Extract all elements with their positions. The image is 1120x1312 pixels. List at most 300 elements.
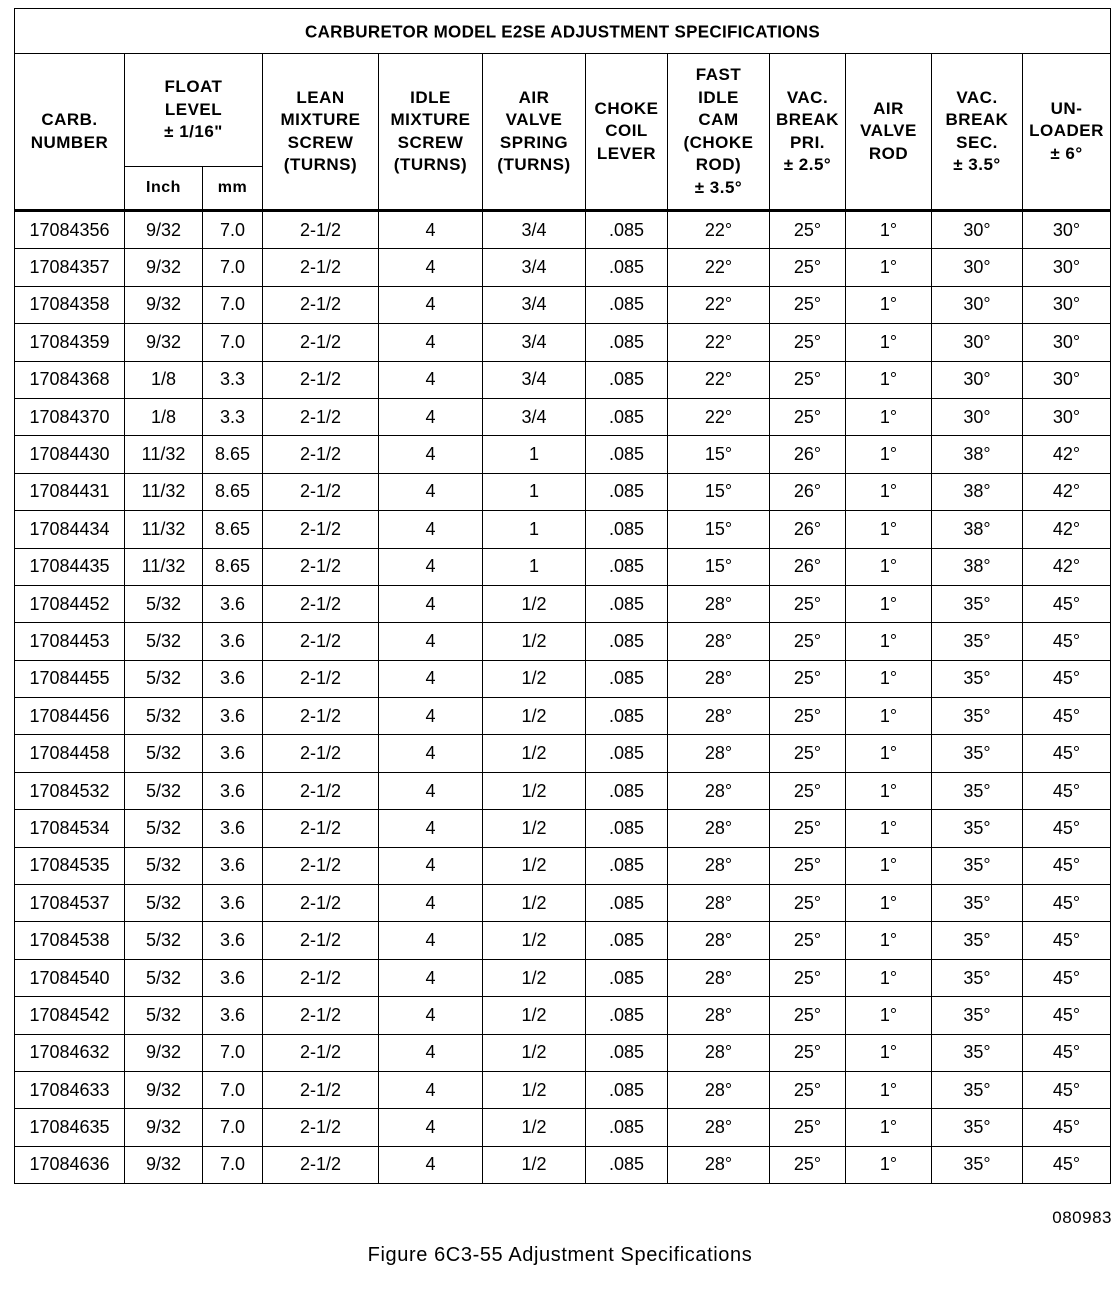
cell-unloader: 42° <box>1023 436 1111 473</box>
cell-vac-break-pri: 25° <box>770 1146 846 1183</box>
cell-choke-coil-lever: .085 <box>586 511 668 548</box>
header-carb-number: CARB. NUMBER <box>15 54 125 211</box>
cell-float-mm: 7.0 <box>203 1034 263 1071</box>
cell-idle-mixture: 4 <box>379 548 483 585</box>
cell-unloader: 42° <box>1023 511 1111 548</box>
cell-choke-coil-lever: .085 <box>586 885 668 922</box>
cell-vac-break-pri: 25° <box>770 847 846 884</box>
cell-air-valve-rod: 1° <box>846 623 932 660</box>
cell-carb-number: 17084435 <box>15 548 125 585</box>
cell-unloader: 45° <box>1023 922 1111 959</box>
cell-float-mm: 3.6 <box>203 959 263 996</box>
cell-carb-number: 17084538 <box>15 922 125 959</box>
cell-air-valve-rod: 1° <box>846 735 932 772</box>
cell-float-inch: 9/32 <box>125 211 203 249</box>
cell-carb-number: 17084359 <box>15 324 125 361</box>
cell-unloader: 30° <box>1023 324 1111 361</box>
cell-fast-idle-cam: 28° <box>668 847 770 884</box>
cell-idle-mixture: 4 <box>379 1071 483 1108</box>
cell-lean-mixture: 2-1/2 <box>263 735 379 772</box>
cell-vac-break-sec: 35° <box>932 959 1023 996</box>
table-row <box>15 735 1111 772</box>
cell-choke-coil-lever: .085 <box>586 249 668 286</box>
cell-air-valve-spring: 3/4 <box>483 324 586 361</box>
cell-lean-mixture: 2-1/2 <box>263 1071 379 1108</box>
cell-vac-break-pri: 25° <box>770 361 846 398</box>
cell-unloader: 42° <box>1023 548 1111 585</box>
cell-vac-break-sec: 35° <box>932 997 1023 1034</box>
cell-idle-mixture: 4 <box>379 922 483 959</box>
cell-air-valve-spring: 1 <box>483 548 586 585</box>
cell-idle-mixture: 4 <box>379 473 483 510</box>
table-row <box>15 473 1111 510</box>
cell-float-inch: 5/32 <box>125 660 203 697</box>
cell-unloader: 45° <box>1023 885 1111 922</box>
cell-idle-mixture: 4 <box>379 511 483 548</box>
cell-vac-break-pri: 25° <box>770 1034 846 1071</box>
cell-float-inch: 9/32 <box>125 1109 203 1146</box>
table-row <box>15 324 1111 361</box>
cell-air-valve-rod: 1° <box>846 324 932 361</box>
cell-fast-idle-cam: 28° <box>668 959 770 996</box>
cell-unloader: 30° <box>1023 286 1111 323</box>
cell-fast-idle-cam: 22° <box>668 324 770 361</box>
cell-lean-mixture: 2-1/2 <box>263 211 379 249</box>
cell-air-valve-spring: 1/2 <box>483 772 586 809</box>
cell-carb-number: 17084358 <box>15 286 125 323</box>
header-float-level: FLOAT LEVEL ± 1/16" <box>125 54 263 167</box>
cell-fast-idle-cam: 15° <box>668 436 770 473</box>
cell-vac-break-sec: 30° <box>932 249 1023 286</box>
header-fast-idle-cam: FAST IDLE CAM (CHOKE ROD) ± 3.5° <box>668 54 770 211</box>
cell-air-valve-spring: 1/2 <box>483 922 586 959</box>
table-row <box>15 1109 1111 1146</box>
cell-carb-number: 17084635 <box>15 1109 125 1146</box>
cell-lean-mixture: 2-1/2 <box>263 698 379 735</box>
cell-choke-coil-lever: .085 <box>586 959 668 996</box>
spec-table-body <box>15 211 1111 1184</box>
cell-float-inch: 5/32 <box>125 997 203 1034</box>
cell-vac-break-sec: 35° <box>932 885 1023 922</box>
cell-unloader: 45° <box>1023 959 1111 996</box>
cell-air-valve-rod: 1° <box>846 698 932 735</box>
cell-float-inch: 9/32 <box>125 249 203 286</box>
cell-air-valve-spring: 1/2 <box>483 1109 586 1146</box>
cell-fast-idle-cam: 28° <box>668 698 770 735</box>
table-row <box>15 1071 1111 1108</box>
cell-float-mm: 8.65 <box>203 511 263 548</box>
cell-lean-mixture: 2-1/2 <box>263 361 379 398</box>
cell-float-mm: 7.0 <box>203 1109 263 1146</box>
header-idle-mixture-screw: IDLE MIXTURE SCREW (TURNS) <box>379 54 483 211</box>
cell-idle-mixture: 4 <box>379 959 483 996</box>
cell-air-valve-rod: 1° <box>846 286 932 323</box>
cell-idle-mixture: 4 <box>379 660 483 697</box>
cell-vac-break-sec: 38° <box>932 473 1023 510</box>
cell-vac-break-pri: 25° <box>770 810 846 847</box>
cell-air-valve-spring: 1/2 <box>483 1071 586 1108</box>
cell-vac-break-sec: 35° <box>932 1034 1023 1071</box>
cell-carb-number: 17084453 <box>15 623 125 660</box>
cell-unloader: 45° <box>1023 585 1111 622</box>
cell-air-valve-rod: 1° <box>846 1034 932 1071</box>
cell-fast-idle-cam: 28° <box>668 623 770 660</box>
cell-air-valve-rod: 1° <box>846 473 932 510</box>
cell-air-valve-rod: 1° <box>846 211 932 249</box>
cell-float-mm: 8.65 <box>203 436 263 473</box>
cell-air-valve-rod: 1° <box>846 772 932 809</box>
cell-lean-mixture: 2-1/2 <box>263 1146 379 1183</box>
cell-vac-break-pri: 25° <box>770 959 846 996</box>
cell-lean-mixture: 2-1/2 <box>263 959 379 996</box>
header-choke-coil-lever: CHOKE COIL LEVER <box>586 54 668 211</box>
cell-idle-mixture: 4 <box>379 810 483 847</box>
cell-fast-idle-cam: 22° <box>668 286 770 323</box>
cell-float-inch: 11/32 <box>125 548 203 585</box>
table-row <box>15 436 1111 473</box>
cell-idle-mixture: 4 <box>379 436 483 473</box>
cell-float-inch: 5/32 <box>125 735 203 772</box>
cell-idle-mixture: 4 <box>379 398 483 435</box>
cell-lean-mixture: 2-1/2 <box>263 772 379 809</box>
cell-float-inch: 5/32 <box>125 698 203 735</box>
cell-float-inch: 11/32 <box>125 436 203 473</box>
cell-fast-idle-cam: 28° <box>668 1146 770 1183</box>
cell-vac-break-sec: 30° <box>932 286 1023 323</box>
cell-vac-break-sec: 30° <box>932 398 1023 435</box>
cell-choke-coil-lever: .085 <box>586 585 668 622</box>
cell-float-mm: 8.65 <box>203 548 263 585</box>
cell-unloader: 45° <box>1023 772 1111 809</box>
table-row <box>15 623 1111 660</box>
cell-air-valve-spring: 1/2 <box>483 810 586 847</box>
cell-air-valve-spring: 1 <box>483 511 586 548</box>
cell-fast-idle-cam: 28° <box>668 1071 770 1108</box>
cell-vac-break-pri: 25° <box>770 1071 846 1108</box>
cell-choke-coil-lever: .085 <box>586 436 668 473</box>
cell-air-valve-spring: 1/2 <box>483 959 586 996</box>
table-row <box>15 959 1111 996</box>
cell-fast-idle-cam: 28° <box>668 660 770 697</box>
cell-carb-number: 17084636 <box>15 1146 125 1183</box>
cell-float-mm: 3.6 <box>203 623 263 660</box>
cell-vac-break-sec: 35° <box>932 810 1023 847</box>
cell-lean-mixture: 2-1/2 <box>263 885 379 922</box>
cell-choke-coil-lever: .085 <box>586 772 668 809</box>
cell-choke-coil-lever: .085 <box>586 660 668 697</box>
cell-float-mm: 3.3 <box>203 398 263 435</box>
cell-lean-mixture: 2-1/2 <box>263 1109 379 1146</box>
cell-idle-mixture: 4 <box>379 623 483 660</box>
cell-choke-coil-lever: .085 <box>586 1146 668 1183</box>
cell-air-valve-rod: 1° <box>846 585 932 622</box>
cell-lean-mixture: 2-1/2 <box>263 286 379 323</box>
cell-air-valve-spring: 3/4 <box>483 398 586 435</box>
cell-vac-break-pri: 25° <box>770 398 846 435</box>
cell-float-inch: 11/32 <box>125 473 203 510</box>
cell-float-mm: 3.6 <box>203 698 263 735</box>
cell-air-valve-rod: 1° <box>846 1109 932 1146</box>
cell-float-inch: 5/32 <box>125 847 203 884</box>
table-row <box>15 772 1111 809</box>
table-row <box>15 286 1111 323</box>
table-row <box>15 511 1111 548</box>
cell-choke-coil-lever: .085 <box>586 473 668 510</box>
cell-float-inch: 5/32 <box>125 922 203 959</box>
cell-choke-coil-lever: .085 <box>586 1109 668 1146</box>
cell-float-mm: 7.0 <box>203 211 263 249</box>
cell-float-inch: 9/32 <box>125 286 203 323</box>
cell-fast-idle-cam: 15° <box>668 511 770 548</box>
cell-unloader: 45° <box>1023 1146 1111 1183</box>
cell-float-inch: 9/32 <box>125 324 203 361</box>
cell-vac-break-pri: 26° <box>770 511 846 548</box>
cell-idle-mixture: 4 <box>379 585 483 622</box>
cell-unloader: 30° <box>1023 249 1111 286</box>
cell-fast-idle-cam: 28° <box>668 1034 770 1071</box>
cell-float-mm: 7.0 <box>203 249 263 286</box>
cell-vac-break-sec: 35° <box>932 1109 1023 1146</box>
table-row <box>15 548 1111 585</box>
cell-idle-mixture: 4 <box>379 324 483 361</box>
cell-float-mm: 3.6 <box>203 922 263 959</box>
figure-caption: Figure 6C3-55 Adjustment Specifications <box>367 1244 753 1266</box>
cell-air-valve-rod: 1° <box>846 810 932 847</box>
cell-vac-break-sec: 35° <box>932 847 1023 884</box>
cell-air-valve-spring: 1 <box>483 436 586 473</box>
cell-air-valve-rod: 1° <box>846 511 932 548</box>
header-vac-break-pri: VAC. BREAK PRI. ± 2.5° <box>770 54 846 211</box>
cell-vac-break-sec: 35° <box>932 1146 1023 1183</box>
cell-vac-break-sec: 38° <box>932 548 1023 585</box>
cell-carb-number: 17084455 <box>15 660 125 697</box>
cell-fast-idle-cam: 22° <box>668 361 770 398</box>
cell-float-mm: 3.6 <box>203 997 263 1034</box>
cell-choke-coil-lever: .085 <box>586 810 668 847</box>
cell-float-inch: 5/32 <box>125 959 203 996</box>
cell-choke-coil-lever: .085 <box>586 623 668 660</box>
cell-choke-coil-lever: .085 <box>586 398 668 435</box>
cell-float-mm: 3.6 <box>203 847 263 884</box>
cell-vac-break-pri: 25° <box>770 623 846 660</box>
cell-float-inch: 9/32 <box>125 1034 203 1071</box>
cell-carb-number: 17084542 <box>15 997 125 1034</box>
cell-fast-idle-cam: 28° <box>668 885 770 922</box>
table-row <box>15 698 1111 735</box>
cell-vac-break-sec: 35° <box>932 698 1023 735</box>
cell-fast-idle-cam: 15° <box>668 473 770 510</box>
cell-choke-coil-lever: .085 <box>586 698 668 735</box>
table-row <box>15 585 1111 622</box>
figure-code: 080983 <box>1052 1208 1112 1227</box>
cell-air-valve-rod: 1° <box>846 885 932 922</box>
cell-idle-mixture: 4 <box>379 361 483 398</box>
cell-air-valve-spring: 1 <box>483 473 586 510</box>
table-row <box>15 660 1111 697</box>
cell-air-valve-rod: 1° <box>846 997 932 1034</box>
cell-lean-mixture: 2-1/2 <box>263 1034 379 1071</box>
cell-float-inch: 5/32 <box>125 585 203 622</box>
cell-float-inch: 11/32 <box>125 511 203 548</box>
cell-float-inch: 1/8 <box>125 361 203 398</box>
cell-air-valve-spring: 1/2 <box>483 1146 586 1183</box>
cell-unloader: 45° <box>1023 1109 1111 1146</box>
cell-air-valve-spring: 1/2 <box>483 585 586 622</box>
header-lean-mixture-screw: LEAN MIXTURE SCREW (TURNS) <box>263 54 379 211</box>
table-row <box>15 249 1111 286</box>
cell-air-valve-spring: 1/2 <box>483 1034 586 1071</box>
cell-carb-number: 17084534 <box>15 810 125 847</box>
cell-unloader: 45° <box>1023 660 1111 697</box>
cell-choke-coil-lever: .085 <box>586 1071 668 1108</box>
table-row <box>15 922 1111 959</box>
cell-vac-break-sec: 30° <box>932 361 1023 398</box>
cell-air-valve-rod: 1° <box>846 660 932 697</box>
spec-table-container <box>14 8 1110 1184</box>
cell-idle-mixture: 4 <box>379 885 483 922</box>
cell-air-valve-rod: 1° <box>846 548 932 585</box>
table-row <box>15 1034 1111 1071</box>
cell-unloader: 30° <box>1023 211 1111 249</box>
cell-fast-idle-cam: 28° <box>668 772 770 809</box>
cell-idle-mixture: 4 <box>379 1109 483 1146</box>
cell-lean-mixture: 2-1/2 <box>263 623 379 660</box>
cell-choke-coil-lever: .085 <box>586 922 668 959</box>
cell-air-valve-rod: 1° <box>846 847 932 884</box>
cell-float-mm: 7.0 <box>203 1071 263 1108</box>
header-float-mm: mm <box>203 167 263 211</box>
cell-carb-number: 17084537 <box>15 885 125 922</box>
cell-lean-mixture: 2-1/2 <box>263 847 379 884</box>
cell-air-valve-rod: 1° <box>846 436 932 473</box>
header-air-valve-spring: AIR VALVE SPRING (TURNS) <box>483 54 586 211</box>
cell-unloader: 45° <box>1023 698 1111 735</box>
cell-idle-mixture: 4 <box>379 735 483 772</box>
cell-air-valve-rod: 1° <box>846 398 932 435</box>
cell-unloader: 45° <box>1023 735 1111 772</box>
table-row <box>15 398 1111 435</box>
cell-vac-break-pri: 25° <box>770 211 846 249</box>
cell-vac-break-pri: 26° <box>770 473 846 510</box>
cell-vac-break-sec: 38° <box>932 511 1023 548</box>
cell-float-inch: 5/32 <box>125 810 203 847</box>
cell-choke-coil-lever: .085 <box>586 735 668 772</box>
cell-choke-coil-lever: .085 <box>586 324 668 361</box>
cell-lean-mixture: 2-1/2 <box>263 660 379 697</box>
cell-vac-break-pri: 25° <box>770 922 846 959</box>
cell-vac-break-pri: 25° <box>770 885 846 922</box>
cell-unloader: 45° <box>1023 997 1111 1034</box>
cell-air-valve-spring: 1/2 <box>483 623 586 660</box>
cell-carb-number: 17084370 <box>15 398 125 435</box>
cell-choke-coil-lever: .085 <box>586 211 668 249</box>
cell-choke-coil-lever: .085 <box>586 1034 668 1071</box>
cell-vac-break-sec: 35° <box>932 660 1023 697</box>
cell-vac-break-pri: 25° <box>770 698 846 735</box>
cell-air-valve-spring: 1/2 <box>483 698 586 735</box>
cell-unloader: 45° <box>1023 623 1111 660</box>
cell-fast-idle-cam: 28° <box>668 735 770 772</box>
table-row <box>15 885 1111 922</box>
cell-air-valve-spring: 3/4 <box>483 211 586 249</box>
cell-vac-break-pri: 26° <box>770 548 846 585</box>
cell-vac-break-pri: 25° <box>770 772 846 809</box>
cell-air-valve-spring: 3/4 <box>483 249 586 286</box>
cell-vac-break-sec: 35° <box>932 772 1023 809</box>
cell-carb-number: 17084356 <box>15 211 125 249</box>
cell-air-valve-spring: 1/2 <box>483 997 586 1034</box>
cell-idle-mixture: 4 <box>379 249 483 286</box>
cell-float-inch: 5/32 <box>125 623 203 660</box>
cell-vac-break-sec: 35° <box>932 735 1023 772</box>
cell-carb-number: 17084431 <box>15 473 125 510</box>
cell-fast-idle-cam: 22° <box>668 249 770 286</box>
cell-float-inch: 5/32 <box>125 885 203 922</box>
cell-float-mm: 3.6 <box>203 735 263 772</box>
cell-choke-coil-lever: .085 <box>586 997 668 1034</box>
cell-carb-number: 17084368 <box>15 361 125 398</box>
cell-idle-mixture: 4 <box>379 772 483 809</box>
cell-unloader: 30° <box>1023 361 1111 398</box>
cell-vac-break-pri: 25° <box>770 997 846 1034</box>
cell-carb-number: 17084540 <box>15 959 125 996</box>
cell-vac-break-sec: 30° <box>932 211 1023 249</box>
cell-float-inch: 9/32 <box>125 1071 203 1108</box>
cell-float-mm: 3.6 <box>203 810 263 847</box>
cell-carb-number: 17084452 <box>15 585 125 622</box>
cell-carb-number: 17084357 <box>15 249 125 286</box>
cell-choke-coil-lever: .085 <box>586 548 668 585</box>
cell-unloader: 42° <box>1023 473 1111 510</box>
cell-lean-mixture: 2-1/2 <box>263 249 379 286</box>
table-row <box>15 361 1111 398</box>
header-unloader: UN- LOADER ± 6° <box>1023 54 1111 211</box>
cell-unloader: 45° <box>1023 810 1111 847</box>
cell-carb-number: 17084434 <box>15 511 125 548</box>
cell-fast-idle-cam: 22° <box>668 211 770 249</box>
cell-air-valve-rod: 1° <box>846 249 932 286</box>
cell-fast-idle-cam: 28° <box>668 585 770 622</box>
cell-fast-idle-cam: 28° <box>668 997 770 1034</box>
cell-air-valve-rod: 1° <box>846 1071 932 1108</box>
cell-idle-mixture: 4 <box>379 286 483 323</box>
cell-air-valve-rod: 1° <box>846 1146 932 1183</box>
cell-vac-break-sec: 30° <box>932 324 1023 361</box>
cell-vac-break-pri: 25° <box>770 249 846 286</box>
cell-float-inch: 1/8 <box>125 398 203 435</box>
cell-vac-break-pri: 25° <box>770 735 846 772</box>
cell-vac-break-sec: 38° <box>932 436 1023 473</box>
cell-float-inch: 9/32 <box>125 1146 203 1183</box>
cell-air-valve-rod: 1° <box>846 361 932 398</box>
adjustment-spec-table <box>14 8 1111 1184</box>
cell-float-mm: 8.65 <box>203 473 263 510</box>
table-title: CARBURETOR MODEL E2SE ADJUSTMENT SPECIFICATIONS <box>15 7 1111 54</box>
cell-fast-idle-cam: 15° <box>668 548 770 585</box>
cell-air-valve-rod: 1° <box>846 959 932 996</box>
table-row <box>15 810 1111 847</box>
cell-unloader: 45° <box>1023 847 1111 884</box>
cell-carb-number: 17084430 <box>15 436 125 473</box>
cell-lean-mixture: 2-1/2 <box>263 473 379 510</box>
cell-air-valve-spring: 3/4 <box>483 286 586 323</box>
cell-vac-break-pri: 25° <box>770 660 846 697</box>
table-row <box>15 211 1111 249</box>
cell-float-mm: 3.6 <box>203 772 263 809</box>
cell-carb-number: 17084632 <box>15 1034 125 1071</box>
cell-vac-break-pri: 25° <box>770 324 846 361</box>
cell-vac-break-sec: 35° <box>932 922 1023 959</box>
